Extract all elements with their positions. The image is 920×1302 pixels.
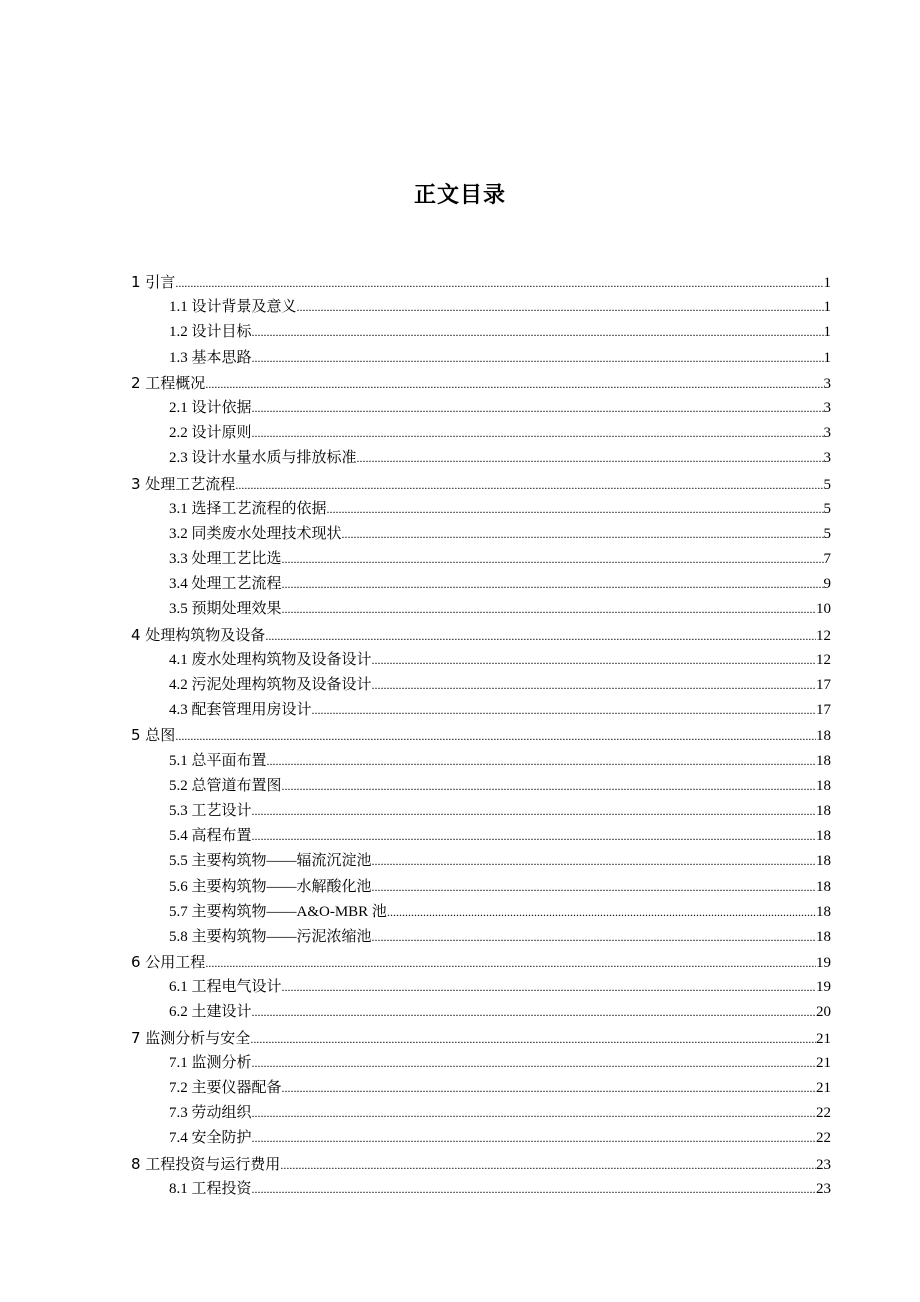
toc-section-entry[interactable] <box>131 673 831 698</box>
toc-chapter-entry[interactable] <box>131 270 831 295</box>
page-title: 正文目录 <box>413 183 506 208</box>
toc-page-number: 21 <box>816 1080 831 1096</box>
toc-entry-label: 5.7 主要构筑物——A&O-MBR 池 <box>169 903 387 920</box>
toc-section-entry[interactable] <box>131 1126 831 1151</box>
toc-entry-label: 3.4 处理工艺流程 <box>169 576 282 593</box>
toc-page-number: 5 <box>823 500 831 517</box>
toc-leader-dots <box>282 1076 816 1101</box>
toc-section-entry[interactable] <box>131 346 831 371</box>
toc-page-number: 1 <box>823 324 831 341</box>
toc-leader-dots <box>175 271 823 296</box>
toc-leader-dots <box>372 925 816 950</box>
toc-entry-label: 4.1 废水处理构筑物及设备设计 <box>169 651 372 668</box>
toc-entry-label: 3.3 处理工艺比选 <box>169 551 282 568</box>
toc-page-number: 3 <box>823 450 831 467</box>
toc-page-number: 18 <box>816 928 831 945</box>
toc-section-entry[interactable] <box>131 900 831 925</box>
toc-entry-label: 5.1 总平面布置 <box>169 752 267 769</box>
toc-page-number: 9 <box>823 576 831 593</box>
toc-entry-label: 6.1 工程电气设计 <box>169 979 282 996</box>
toc-section-entry[interactable] <box>131 497 831 522</box>
toc-page-number: 23 <box>816 1156 831 1173</box>
toc-entry-label: 8 工程投资与运行费用 <box>131 1154 281 1173</box>
toc-entry-label: 6.2 土建设计 <box>169 1004 252 1021</box>
toc-entry-label: 1 引言 <box>131 273 176 291</box>
toc-entry-label: 1.3 基本思路 <box>169 349 252 366</box>
toc-leader-dots <box>282 774 816 799</box>
toc-entry-label: 5.8 主要构筑物——污泥浓缩池 <box>169 928 372 945</box>
toc-leader-dots <box>252 1051 816 1076</box>
toc-entry-label: 7 监测分析与安全 <box>131 1028 251 1047</box>
toc-page-number: 1 <box>823 349 831 366</box>
toc-section-entry[interactable] <box>131 572 831 597</box>
table-of-contents <box>131 270 831 1202</box>
toc-section-entry[interactable] <box>131 774 831 799</box>
toc-page-number: 23 <box>816 1180 831 1197</box>
toc-leader-dots <box>252 396 824 421</box>
toc-page-number: 22 <box>816 1130 831 1147</box>
toc-leader-dots <box>252 320 824 345</box>
toc-entry-label: 2.3 设计水量水质与排放标准 <box>169 450 357 467</box>
toc-page-number: 19 <box>816 955 831 972</box>
toc-section-entry[interactable] <box>131 849 831 874</box>
toc-chapter-entry[interactable] <box>131 1026 831 1051</box>
toc-entry-label: 6 公用工程 <box>131 953 206 972</box>
toc-entry-label: 4 处理构筑物及设备 <box>131 625 266 644</box>
toc-leader-dots <box>235 473 823 498</box>
toc-page-number: 22 <box>816 1105 831 1122</box>
toc-chapter-entry[interactable] <box>131 371 831 396</box>
toc-chapter-entry[interactable] <box>131 1152 831 1177</box>
toc-section-entry[interactable] <box>131 1000 831 1025</box>
toc-chapter-entry[interactable] <box>131 723 831 748</box>
toc-page-number: 21 <box>816 1054 831 1071</box>
toc-leader-dots <box>252 1000 816 1025</box>
toc-leader-dots <box>372 673 816 698</box>
toc-entry-label: 5 总图 <box>131 726 176 745</box>
toc-entry-label: 3 处理工艺流程 <box>131 474 236 493</box>
toc-section-entry[interactable] <box>131 1051 831 1076</box>
toc-section-entry[interactable] <box>131 295 831 320</box>
toc-page-number: 3 <box>823 375 831 392</box>
toc-entry-label: 3.2 同类废水处理技术现状 <box>169 525 342 542</box>
toc-leader-dots <box>205 372 823 397</box>
toc-entry-label: 5.3 工艺设计 <box>169 802 252 819</box>
toc-entry-label: 5.6 主要构筑物——水解酸化池 <box>169 878 372 895</box>
toc-section-entry[interactable] <box>131 547 831 572</box>
toc-section-entry[interactable] <box>131 1076 831 1101</box>
toc-page-number: 12 <box>816 627 831 644</box>
toc-leader-dots <box>297 295 824 320</box>
toc-entry-label: 2.1 设计依据 <box>169 399 252 416</box>
toc-leader-dots <box>342 522 824 547</box>
toc-page-number: 1 <box>823 299 831 316</box>
toc-page-number: 18 <box>816 828 831 845</box>
toc-page-number: 1 <box>823 275 831 291</box>
toc-entry-label: 5.2 总管道布置图 <box>169 777 282 794</box>
toc-entry-label: 3.5 预期处理效果 <box>169 601 282 618</box>
toc-page-number: 18 <box>816 853 831 870</box>
toc-entry-label: 4.2 污泥处理构筑物及设备设计 <box>169 677 372 693</box>
toc-leader-dots <box>282 547 824 572</box>
toc-leader-dots <box>312 698 816 723</box>
toc-chapter-entry[interactable] <box>131 472 831 497</box>
toc-page-number: 18 <box>816 878 831 895</box>
toc-leader-dots <box>252 799 816 824</box>
toc-leader-dots <box>387 900 816 925</box>
toc-page-number: 21 <box>816 1030 831 1047</box>
toc-leader-dots <box>372 648 816 673</box>
toc-page-number: 5 <box>823 476 831 493</box>
toc-entry-label: 7.2 主要仪器配备 <box>169 1080 282 1096</box>
toc-page-number: 3 <box>823 425 831 442</box>
toc-section-entry[interactable] <box>131 698 831 723</box>
toc-leader-dots <box>372 849 816 874</box>
toc-section-entry[interactable] <box>131 925 831 950</box>
toc-entry-label: 8.1 工程投资 <box>169 1180 252 1197</box>
toc-page-number: 20 <box>816 1004 831 1021</box>
toc-entry-label: 5.4 高程布置 <box>169 828 252 845</box>
toc-leader-dots <box>265 624 816 649</box>
toc-page-number: 3 <box>823 399 831 416</box>
toc-section-entry[interactable] <box>131 824 831 849</box>
toc-leader-dots <box>357 446 824 471</box>
toc-leader-dots <box>280 1153 816 1178</box>
toc-leader-dots <box>252 421 824 446</box>
toc-page-number: 12 <box>816 651 831 668</box>
toc-section-entry[interactable] <box>131 648 831 673</box>
toc-leader-dots <box>267 749 816 774</box>
toc-leader-dots <box>175 724 816 749</box>
toc-section-entry[interactable] <box>131 320 831 345</box>
toc-leader-dots <box>282 597 816 622</box>
toc-page-number: 17 <box>816 702 831 719</box>
toc-section-entry[interactable] <box>131 975 831 1000</box>
toc-entry-label: 5.5 主要构筑物——辐流沉淀池 <box>169 853 372 870</box>
toc-page-number: 18 <box>816 752 831 769</box>
toc-entry-label: 7.1 监测分析 <box>169 1054 252 1071</box>
toc-page-number: 18 <box>816 802 831 819</box>
toc-entry-label: 2.2 设计原则 <box>169 425 252 442</box>
toc-page-number: 17 <box>816 677 831 693</box>
toc-page-number: 18 <box>816 903 831 920</box>
toc-leader-dots <box>250 1027 816 1052</box>
toc-entry-label: 3.1 选择工艺流程的依据 <box>169 500 327 517</box>
toc-section-entry[interactable] <box>131 522 831 547</box>
toc-section-entry[interactable] <box>131 875 831 900</box>
toc-leader-dots <box>282 975 816 1000</box>
toc-leader-dots <box>252 1101 816 1126</box>
toc-page-number: 19 <box>816 979 831 996</box>
toc-chapter-entry[interactable] <box>131 623 831 648</box>
toc-leader-dots <box>327 497 824 522</box>
toc-page-number: 18 <box>816 728 831 745</box>
toc-leader-dots <box>372 875 816 900</box>
toc-section-entry[interactable] <box>131 1101 831 1126</box>
toc-section-entry[interactable] <box>131 1177 831 1202</box>
toc-page-number: 18 <box>816 777 831 794</box>
toc-section-entry[interactable] <box>131 799 831 824</box>
toc-section-entry[interactable] <box>131 446 831 471</box>
toc-entry-label: 1.2 设计目标 <box>169 324 252 341</box>
toc-section-entry[interactable] <box>131 597 831 622</box>
toc-leader-dots <box>205 951 816 976</box>
toc-page-number: 7 <box>823 551 831 568</box>
toc-section-entry[interactable] <box>131 421 831 446</box>
toc-chapter-entry[interactable] <box>131 950 831 975</box>
toc-leader-dots <box>282 572 824 597</box>
toc-section-entry[interactable] <box>131 396 831 421</box>
toc-leader-dots <box>252 824 816 849</box>
toc-page-number: 10 <box>816 601 831 618</box>
toc-entry-label: 1.1 设计背景及意义 <box>169 299 297 316</box>
toc-entry-label: 4.3 配套管理用房设计 <box>169 702 312 719</box>
toc-leader-dots <box>252 346 824 371</box>
toc-entry-label: 2 工程概况 <box>131 373 206 392</box>
toc-entry-label: 7.3 劳动组织 <box>169 1105 252 1122</box>
toc-leader-dots <box>252 1177 816 1202</box>
toc-page-number: 5 <box>823 525 831 542</box>
toc-leader-dots <box>252 1126 816 1151</box>
toc-entry-label: 7.4 安全防护 <box>169 1130 252 1147</box>
toc-section-entry[interactable] <box>131 749 831 774</box>
